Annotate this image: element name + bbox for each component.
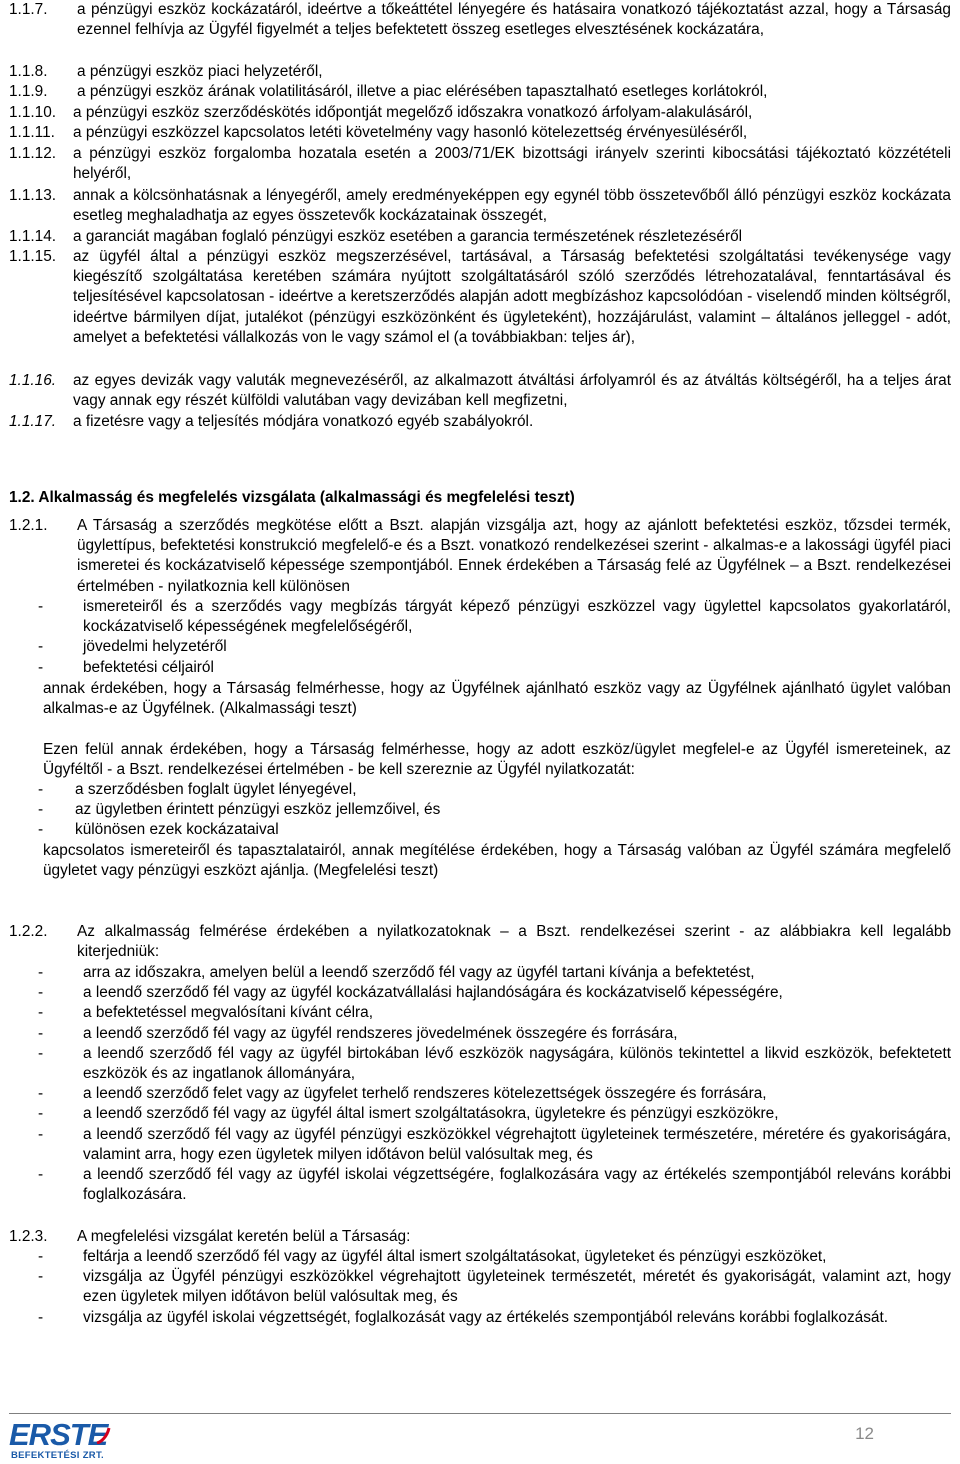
list-item-text: vizsgálja az Ügyfél pénzügyi eszközökkel végrehajtott ügyleteinek természetét, méretét és gyakoriságát, valamint azt, hogy ezen ügyletek milyen időtávon belül valósultak meg, és	[83, 1268, 951, 1306]
dash-marker: -	[38, 638, 44, 656]
dash-marker: -	[38, 781, 44, 798]
list-item	[9, 82, 951, 102]
dash-marker: -	[38, 1248, 44, 1265]
item-number: 1.1.14.	[9, 228, 57, 245]
subsection-text: A megfelelési vizsgálat keretén belül a Társaság:	[77, 1228, 411, 1245]
list-item	[38, 1165, 951, 1205]
list-item	[9, 103, 951, 123]
item-number: 1.1.11.	[9, 124, 55, 141]
item-number: 1.1.17.	[9, 413, 57, 430]
item-text: a pénzügyi eszköz piaci helyzetéről,	[77, 63, 323, 80]
item-text: a garanciát magában foglaló pénzügyi eszköz esetében a garancia természetének részletezéséről	[73, 228, 743, 245]
dash-marker: -	[38, 1308, 44, 1326]
dash-marker: -	[38, 1166, 44, 1184]
list-item	[38, 637, 951, 657]
footer-divider	[9, 1413, 951, 1414]
dash-marker: -	[38, 1044, 44, 1062]
list-item-text: a leendő szerződő fél vagy az ügyfél kockázatvállalási hajlandóságára és kockázatviselő képességére,	[83, 984, 783, 1002]
dash-marker: -	[38, 598, 44, 615]
list-item	[38, 1104, 951, 1124]
item-text: annak a kölcsönhatásnak a lényegéről, amely eredményeképpen egy egynél több összetevőből álló pénzügyi eszköz kockázata esetleg meghaladhatja az egyes összetevők kockázatainak összegét,	[73, 187, 951, 225]
item-text: a pénzügyi eszköz forgalomba hozatala esetén a 2003/71/EK bizottsági irányelv szerinti kibocsátási tájékoztató közzétételi helyéről,	[73, 145, 951, 183]
list-item	[38, 963, 951, 983]
list-item-text: a leendő szerződő fél vagy az ügyfél birtokában lévő eszközök nagyságára, különös tekintettel a likvid eszközök, befektetett eszközök és az ingatlanok állományára,	[83, 1044, 951, 1083]
dash-marker: -	[38, 964, 44, 981]
list-item-text: a leendő szerződő fél vagy az ügyfél iskolai végzettségére, foglalkozására vagy az értékelés szempontjából releváns korábbi foglalkozására.	[83, 1166, 951, 1204]
list-item	[38, 1308, 951, 1328]
subsection-number: 1.2.3.	[9, 1228, 48, 1245]
item-text: a fizetésre vagy a teljesítés módjára vonatkozó egyéb szabályokról.	[73, 413, 534, 430]
item-text: a pénzügyi eszköz kockázatáról, ideértve a tőkeáttétel lényegére és hatásaira vonatkozó tájékoztatást azzal, hogy a Társaság ezennel felhívja az Ügyfél figyelmét a teljes befektetett összeg esetleges elvesztésének kockázatára,	[77, 1, 951, 39]
paragraph: annak érdekében, hogy a Társaság felmérhesse, hogy az Ügyfélnek ajánlható eszköz vagy az Ügyfélnek ajánlható ügylet valóban alkalmas-e az Ügyfélnek. (Alkalmassági teszt)	[43, 680, 951, 718]
subsection-text: A Társaság a szerződés megkötése előtt a Bszt. alapján vizsgálja azt, hogy az ajánlott befektetési eszköz, tőzsdei termék, ügylettípus, befektetési konstrukció megfelelő-e és a Bszt. vonatkozó rendelkezései szerint - alkalmas-e a lakossági ügyfél piaci ismeretei és kockázatviselő képessége szempontjából. Ennek érdekében a Társaság felé az Ügyfélnek – a Bszt. rendelkezései értelmében - nyilatkoznia kell különösen	[77, 517, 951, 595]
item-text: a pénzügyi eszközzel kapcsolatos letéti követelmény vagy hasonló kötelezettség érvényesüléséről,	[73, 124, 748, 141]
requirement-list	[38, 780, 951, 841]
item-number: 1.1.9.	[9, 83, 48, 100]
item-number: 1.1.10.	[9, 104, 57, 121]
list-item	[38, 800, 951, 820]
subsection-121	[9, 516, 951, 597]
list-item	[38, 658, 951, 678]
section-heading: 1.2. Alkalmasság és megfelelés vizsgálata (alkalmassági és megfelelési teszt)	[9, 489, 575, 506]
list-item	[9, 123, 951, 143]
logo-wordmark: ERSTE	[9, 1417, 108, 1452]
item-text: az ügyfél által a pénzügyi eszköz megszerzésével, tartásával, a Társaság befektetési szolgáltatási tevékenysége vagy kiegészítő szolgáltatása keretében számára nyújtott szolgáltatásáról szóló szerződés létrehozatalával, fenntartásával és teljesítésével kapcsolatosan - ideértve a keretszerződés alapján adott megbízáshoz kapcsolódóan - viselendő minden költségről, ideértve bármilyen díjat, jutalékot (pénzügyi eszközönként és ügyleteként), hozzájárulást, valamint – általános jelleggel - adót, amelyet a befektetési vállalkozás von le vagy számol el (a továbbiakban: teljes ár),	[73, 248, 951, 346]
list-item	[9, 0, 951, 40]
requirement-list	[38, 597, 951, 678]
list-item	[38, 820, 951, 840]
list-item	[38, 1267, 951, 1307]
dash-marker: -	[38, 1004, 44, 1022]
list-item-text: különösen ezek kockázataival	[75, 821, 279, 839]
dash-marker: -	[38, 1024, 44, 1042]
logo-subtitle: BEFEKTETÉSI ZRT.	[11, 1450, 104, 1461]
dash-marker: -	[38, 1085, 44, 1103]
dash-marker: -	[38, 801, 44, 819]
dash-marker: -	[38, 821, 44, 839]
page-number: 12	[855, 1424, 874, 1443]
list-item-text: a befektetéssel megvalósítani kívánt célra,	[83, 1004, 374, 1022]
list-item-text: vizsgálja az ügyfél iskolai végzettségét, foglalkozását vagy az értékelés szempontjából releváns korábbi foglalkozását.	[83, 1308, 889, 1326]
dash-marker: -	[38, 1268, 44, 1286]
list-item-text: a szerződésben foglalt ügylet lényegével,	[75, 781, 357, 798]
list-item-text: a leendő szerződő fél vagy az ügyfél által ismert szolgáltatásokra, ügyletekre és pénzügyi eszközökre,	[83, 1105, 779, 1123]
list-item-text: feltárja a leendő szerződő fél vagy az ügyfél által ismert szolgáltatásokat, ügyleteket és pénzügyi eszközöket,	[83, 1248, 827, 1265]
logo-accent-icon	[95, 1426, 111, 1444]
list-item-text: az ügyletben érintett pénzügyi eszköz jellemzőivel, és	[75, 801, 441, 819]
item-text: a pénzügyi eszköz árának volatilitásáról, illetve a piac elérésében tapasztalható esetleges korlátokról,	[77, 83, 768, 100]
list-item	[9, 62, 951, 82]
subsection-number: 1.2.1.	[9, 517, 48, 534]
erste-logo	[9, 1417, 117, 1462]
list-item	[38, 983, 951, 1003]
paragraph: Ezen felül annak érdekében, hogy a Társaság felmérhesse, hogy az adott eszköz/ügylet megfelel-e az Ügyfél ismereteinek, az Ügyféltől - a Bszt. rendelkezései értelmében - be kell szereznie az Ügyfél nyilatkozatát:	[43, 741, 951, 779]
dash-marker: -	[38, 1105, 44, 1123]
list-item-text: befektetési céljairól	[83, 658, 214, 676]
list-item	[38, 1125, 951, 1165]
subsection-123	[9, 1227, 951, 1247]
list-item	[38, 1044, 951, 1084]
requirement-list	[38, 1247, 951, 1328]
subsection-text: Az alkalmasság felmérése érdekében a nyilatkozatoknak – a Bszt. rendelkezései szerint - az alábbiakra kell legalább kiterjedniük:	[77, 923, 951, 961]
subsection-number: 1.2.2.	[9, 923, 48, 940]
item-text: a pénzügyi eszköz szerződéskötés időpontját megelőző időszakra vonatkozó árfolyam-alakulásáról,	[73, 104, 753, 121]
list-item-text: a leendő szerződő fél vagy az ügyfél rendszeres jövedelmének összegére és forrására,	[83, 1024, 678, 1042]
list-item	[9, 227, 951, 247]
dash-marker: -	[38, 984, 44, 1002]
list-item-text: a leendő szerződő fél vagy az ügyfél pénzügyi eszközökkel végrehajtott ügyleteinek természetére, méretére és gyakoriságára, valamint arra, hogy ezen ügyletek milyen időtávon belül valósultak meg, és	[83, 1125, 951, 1163]
list-item	[9, 247, 951, 348]
dash-marker: -	[38, 1125, 44, 1143]
list-item	[9, 186, 951, 226]
list-item	[9, 144, 951, 184]
list-item	[38, 1084, 951, 1104]
item-number: 1.1.12.	[9, 145, 57, 162]
list-item-text: a leendő szerződő felet vagy az ügyfelet terhelő rendszeres kötelezettségek összegére és forrására,	[83, 1085, 767, 1103]
list-item	[9, 412, 951, 432]
item-number: 1.1.8.	[9, 63, 48, 80]
subsection-122	[9, 922, 951, 962]
paragraph: kapcsolatos ismereteiről és tapasztalatairól, annak megítélése érdekében, hogy a Társaság valóban az Ügyfél számára megfelelő ügyletet vagy pénzügyi eszközt ajánlja. (Megfelelési teszt)	[43, 842, 951, 880]
item-number: 1.1.7.	[9, 1, 48, 18]
item-number: 1.1.15.	[9, 248, 57, 265]
item-number: 1.1.13.	[9, 187, 57, 204]
item-text: az egyes devizák vagy valuták megnevezéséről, az alkalmazott átváltási árfolyamról és az átváltás költségéről, ha a teljes árat vagy annak egy részét külföldi valutában vagy devizában kell megfizetni,	[73, 372, 951, 410]
item-number: 1.1.16.	[9, 372, 57, 389]
list-item	[38, 1247, 951, 1267]
dash-marker: -	[38, 658, 44, 676]
list-item	[38, 1024, 951, 1044]
list-item	[38, 597, 951, 637]
list-item	[9, 371, 951, 411]
list-item	[38, 780, 951, 800]
list-item	[38, 1003, 951, 1023]
list-item-text: ismereteiről és a szerződés vagy megbízás tárgyát képező pénzügyi eszközzel vagy ügylettel kapcsolatos gyakorlatáról, kockázatviselő képességének megfelelőségéről,	[83, 598, 951, 636]
list-item-text: arra az időszakra, amelyen belül a leendő szerződő fél vagy az ügyfél tartani kívánja a befektetést,	[83, 964, 755, 981]
requirement-list	[38, 963, 951, 1205]
list-item-text: jövedelmi helyzetéről	[83, 638, 227, 656]
